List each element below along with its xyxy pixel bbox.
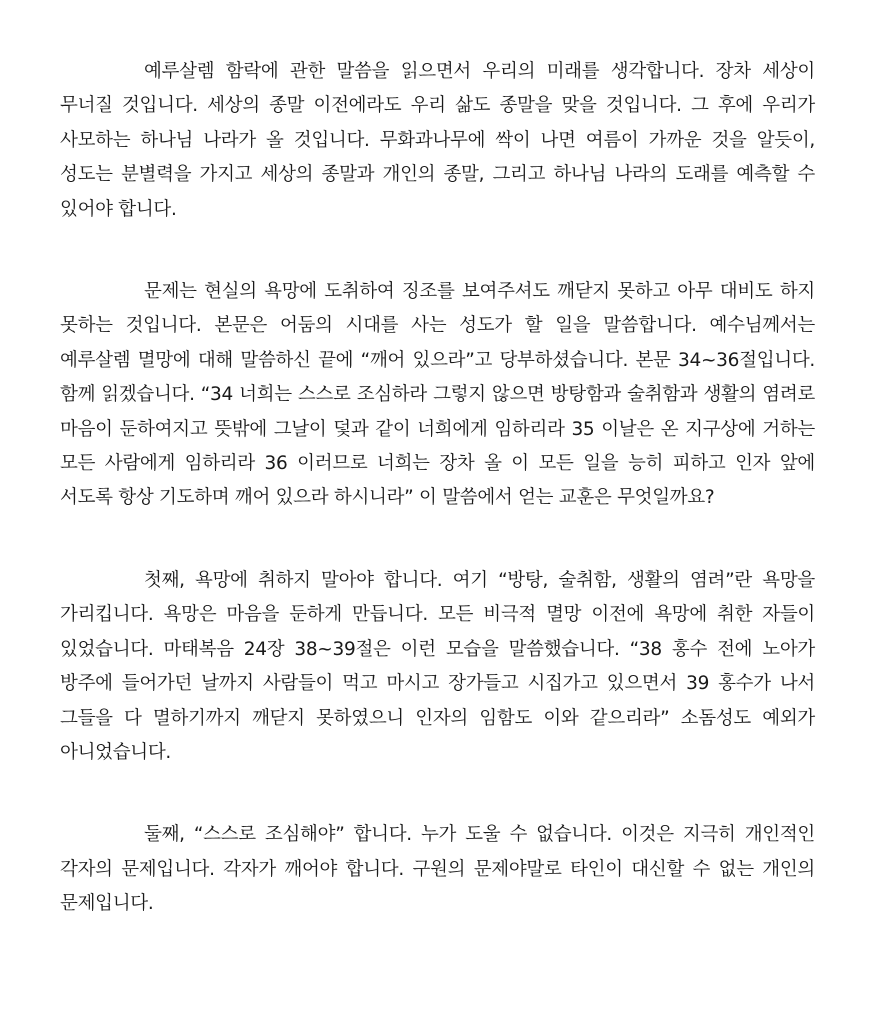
paragraph-first-lesson: 첫째, 욕망에 취하지 말아야 합니다. 여기 “방탕, 술취함, 생활의 염려”란 욕망을 가리킵니다. 욕망은 마음을 둔하게 만듭니다. 모든 비극적 멸망 이전에 욕망에 취한 자들이 있었습니다. 마태복음 24장 38~39절은 이런 모습을 말씀했습니다. “38 홍수 전에 노아가 방주에 들어가던 날까지 사람들이 먹고 마시고 장가들고 시집가고 있으면서 39 홍수가 나서 그들을 다 멸하기까지 깨닫지 못하였으니 인자의 임함도 이와 같으리라” 소돔성도 예외가 아니었습니다. xyxy=(60,569,815,763)
paragraph-jerusalem-fall: 예루살렘 함락에 관한 말씀을 읽으면서 우리의 미래를 생각합니다. 장차 세상이 무너질 것입니다. 세상의 종말 이전에라도 우리 삶도 종말을 맞을 것입니다. 그 후에 우리가 사모하는 하나님 나라가 올 것입니다. 무화과나무에 싹이 나면 여름이 가까운 것을 알듯이, 성도는 분별력을 가지고 세상의 종말과 개인의 종말, 그리고 하나님 나라의 도래를 예측할 수 있어야 합니다. xyxy=(60,61,815,220)
paragraph-second-lesson: 둘째, “스스로 조심해야” 합니다. 누가 도울 수 없습니다. 이것은 지극히 개인적인 각자의 문제입니다. 각자가 깨어야 합니다. 구원의 문제야말로 타인이 대신할 수 없는 개인의 문제입니다. xyxy=(60,824,815,915)
paragraph-be-awake: 문제는 현실의 욕망에 도취하여 징조를 보여주셔도 깨닫지 못하고 아무 대비도 하지 못하는 것입니다. 본문은 어둠의 시대를 사는 성도가 할 일을 말씀합니다. 예수님께서는 예루살렘 멸망에 대해 말씀하신 끝에 “깨어 있으라”고 당부하셨습니다. 본문 34~36절입니다. 함께 읽겠습니다. “34 너희는 스스로 조심하라 그렇지 않으면 방탕함과 술취함과 생활의 염려로 마음이 둔하여지고 뜻밖에 그날이 덫과 같이 너희에게 임하리라 35 이날은 온 지구상에 거하는 모든 사람에게 임하리라 36 이러므로 너희는 장차 올 이 모든 일을 능히 피하고 인자 앞에 서도록 항상 기도하며 깨어 있으라 하시니라” 이 말씀에서 얻는 교훈은 무엇일까요? xyxy=(60,281,815,509)
